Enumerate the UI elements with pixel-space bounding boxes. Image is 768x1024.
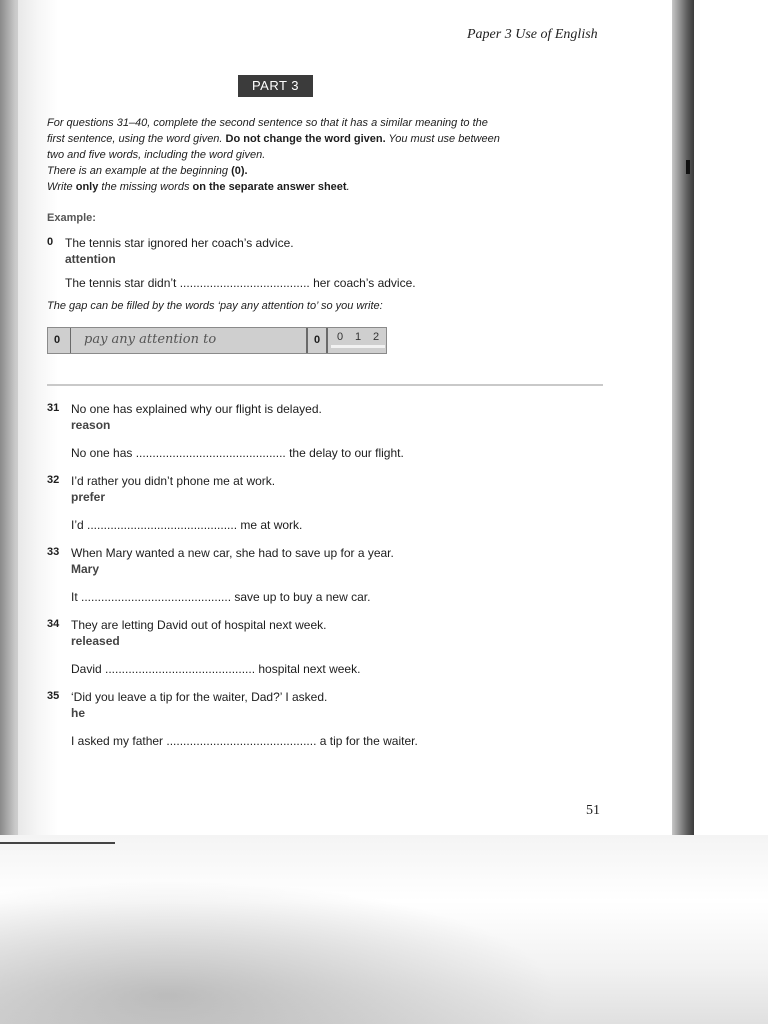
desk-shadow bbox=[0, 880, 560, 1024]
question-sentence: I’d rather you didn’t phone me at work. bbox=[71, 474, 276, 488]
edge-mark bbox=[686, 160, 690, 174]
instructions-text-3: There is an example at the beginning bbox=[47, 165, 232, 177]
question-answer-line: I’d ............................................. me at work. bbox=[71, 518, 303, 532]
instructions-text-4a: Write bbox=[47, 181, 76, 193]
question-keyword: he bbox=[71, 706, 86, 720]
part-label: PART 3 bbox=[238, 75, 313, 97]
question-sentence: No one has explained why our flight is delayed. bbox=[71, 402, 322, 416]
mark-box: 0 bbox=[331, 331, 349, 348]
mark-box: 1 bbox=[349, 331, 367, 348]
instructions-text-4c: the missing words bbox=[98, 181, 193, 193]
answer-box-divider bbox=[326, 328, 328, 353]
question-keyword: reason bbox=[71, 418, 111, 432]
instructions-bold-4b: only bbox=[75, 181, 99, 193]
answer-box-number: 0 bbox=[54, 334, 61, 346]
handwritten-answer: pay any attention to bbox=[84, 332, 217, 347]
question-number: 34 bbox=[47, 618, 60, 630]
section-divider bbox=[47, 384, 603, 386]
question-sentence: ‘Did you leave a tip for the waiter, Dad?’ I asked. bbox=[71, 690, 328, 704]
question-number: 31 bbox=[47, 402, 60, 414]
question-sentence: The tennis star ignored her coach’s advice. bbox=[65, 236, 294, 250]
mark-boxes bbox=[331, 331, 385, 351]
page-edge-shadow bbox=[672, 0, 694, 835]
question-answer-line: No one has ............................................. the delay to our flight. bbox=[71, 446, 404, 460]
example-label: Example: bbox=[47, 212, 96, 224]
mark-box-number: 0 bbox=[314, 334, 321, 346]
question-sentence: They are letting David out of hospital next week. bbox=[71, 618, 327, 632]
question-sentence: When Mary wanted a new car, she had to save up for a year. bbox=[71, 546, 394, 560]
question-keyword: Mary bbox=[71, 562, 100, 576]
question-answer-line: I asked my father ............................................. a tip for the waiter. bbox=[71, 734, 418, 748]
instructions-bold-4d: on the separate answer sheet bbox=[192, 181, 347, 193]
running-header: Paper 3 Use of English bbox=[467, 27, 598, 42]
question-number: 33 bbox=[47, 546, 60, 558]
instructions-text-2: You must use between two and five words, including the word given. bbox=[47, 133, 500, 161]
instructions-text-1: For questions 31–40, complete the second sentence so that it has a similar meaning to the first sentence, using the word given. bbox=[47, 117, 488, 145]
instructions bbox=[47, 115, 507, 195]
instructions-bold-3: (0). bbox=[231, 165, 248, 177]
question-answer-line: David ............................................. hospital next week. bbox=[71, 662, 361, 676]
instructions-text-4e: . bbox=[346, 181, 350, 193]
page-number: 51 bbox=[586, 803, 600, 818]
question-keyword: released bbox=[71, 634, 120, 648]
instructions-bold-1: Do not change the word given. bbox=[225, 133, 386, 145]
question-number: 35 bbox=[47, 690, 60, 702]
question-keyword: prefer bbox=[71, 490, 106, 504]
mark-box: 2 bbox=[367, 331, 385, 348]
answer-box-divider bbox=[70, 328, 71, 353]
question-number: 32 bbox=[47, 474, 60, 486]
desk-line bbox=[0, 842, 115, 844]
answer-box-divider bbox=[306, 328, 308, 353]
question-answer-line: It ............................................. save up to buy a new car. bbox=[71, 590, 371, 604]
question-number: 0 bbox=[47, 236, 54, 248]
gap-note: The gap can be filled by the words ‘pay any attention to’ so you write: bbox=[47, 300, 383, 312]
question-answer-line: The tennis star didn’t ....................................... her coach’s advice. bbox=[65, 276, 416, 290]
question-keyword: attention bbox=[65, 252, 116, 266]
example-answer-box bbox=[47, 327, 387, 354]
